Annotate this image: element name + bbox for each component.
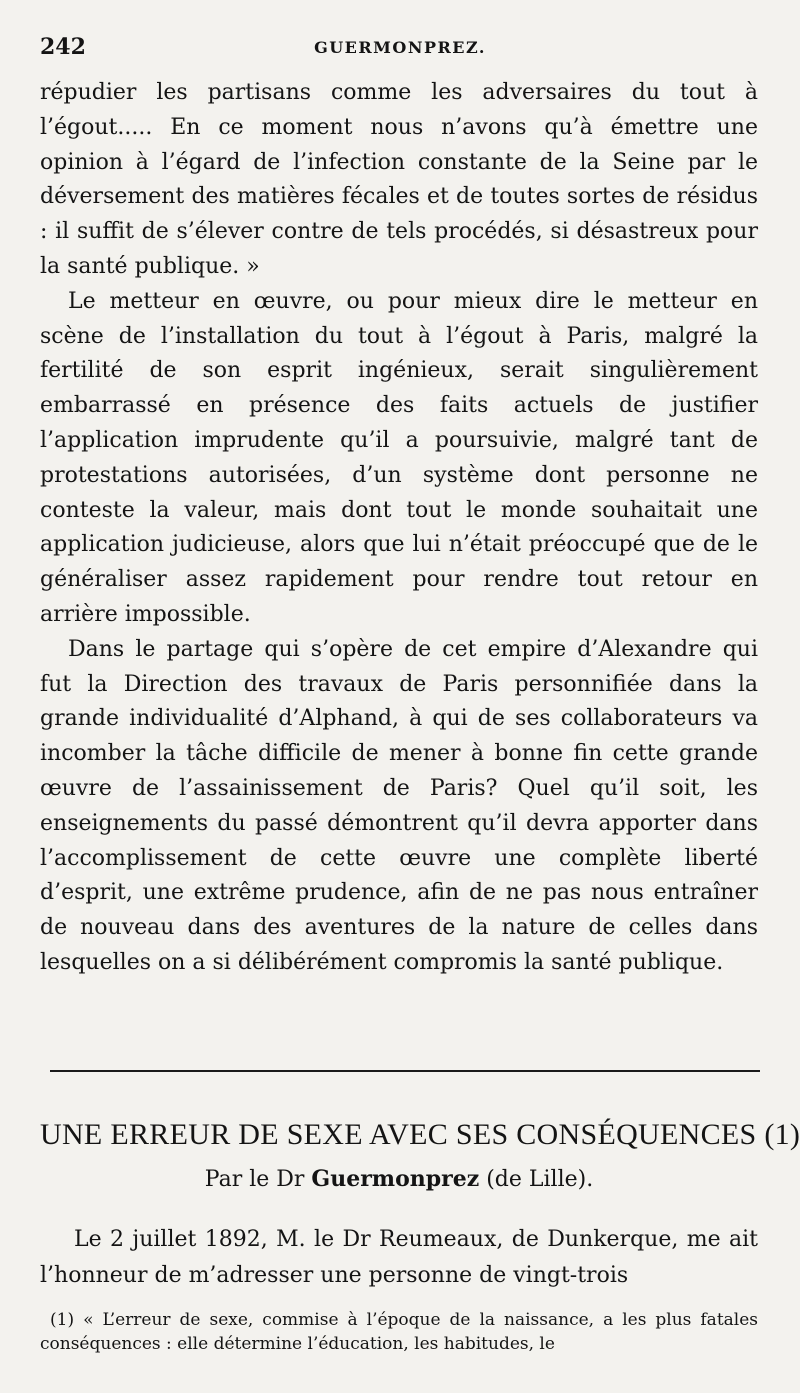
footnote-text: « L’erreur de sexe, commise à l’époque de la naissance, a les plus fatales conséquences : elle détermine l’éducation, les habitudes, le [40,1310,759,1354]
footnote [40,1308,758,1356]
page-number: 242 [40,34,86,60]
page-header [40,34,760,74]
paragraph-continuation: répudier les partisans comme les adversaires du tout à l’égout..... En ce moment nous n’avons qu’à émettre une opinion à l’égard de l’infection constante de la Seine par le déversement des matières fécales et de toutes sortes de résidus : il suffit de s’élever contre de tels procédés, si désastreux pour la santé publique. » [40,80,758,279]
byline-affiliation: (de Lille). [486,1167,594,1192]
byline [40,1166,758,1192]
main-text [40,76,758,981]
running-head: GUERMONPREZ. [314,38,486,57]
author-name: Guermonprez [311,1166,480,1192]
paragraph: Dans le partage qui s’opère de cet empire d’Alexandre qui fut la Direction des travaux de Paris personnifiée dans la grande individualité d’Alphand, à qui de ses collaborateurs va incomber la tâche difficile de mener à bonne fin cette grande œuvre de l’assainissement de Paris? Quel qu’il soit, les enseignements du passé démontrent qu’il devra apporter dans l’accomplissement de cette œuvre une complète liberté d’esprit, une extrême prudence, afin de ne pas nous entraîner de nouveau dans des aventures de la nature de celles dans lesquelles on a si délibérément compromis la santé publique. [40,636,758,975]
footnote-marker: (1) [50,1310,75,1330]
article-title: UNE ERREUR DE SEXE AVEC SES CONSÉQUENCES (1) [40,1118,800,1151]
article-paragraph: Le 2 juillet 1892, M. le Dr Reumeaux, de Dunkerque, me ait l’honneur de m’adresser une personne de vingt-trois [40,1227,758,1288]
section-divider [50,1070,760,1072]
paragraph: Le metteur en œuvre, ou pour mieux dire le metteur en scène de l’installation du tout à l’égout à Paris, malgré la fertilité de son esprit ingénieux, serait singulièrement embarrassé en présence des faits actuels de justifier l’application imprudente qu’il a poursuivie, malgré tant de protestations autorisées, d’un système dont personne ne conteste la valeur, mais dont tout le monde souhaitait une application judicieuse, alors que lui n’était préoccupé que de le généraliser assez rapidement pour rendre tout retour en arrière impossible. [40,288,758,627]
byline-prefix: Par le Dr [204,1167,305,1192]
article-body [40,1222,758,1294]
